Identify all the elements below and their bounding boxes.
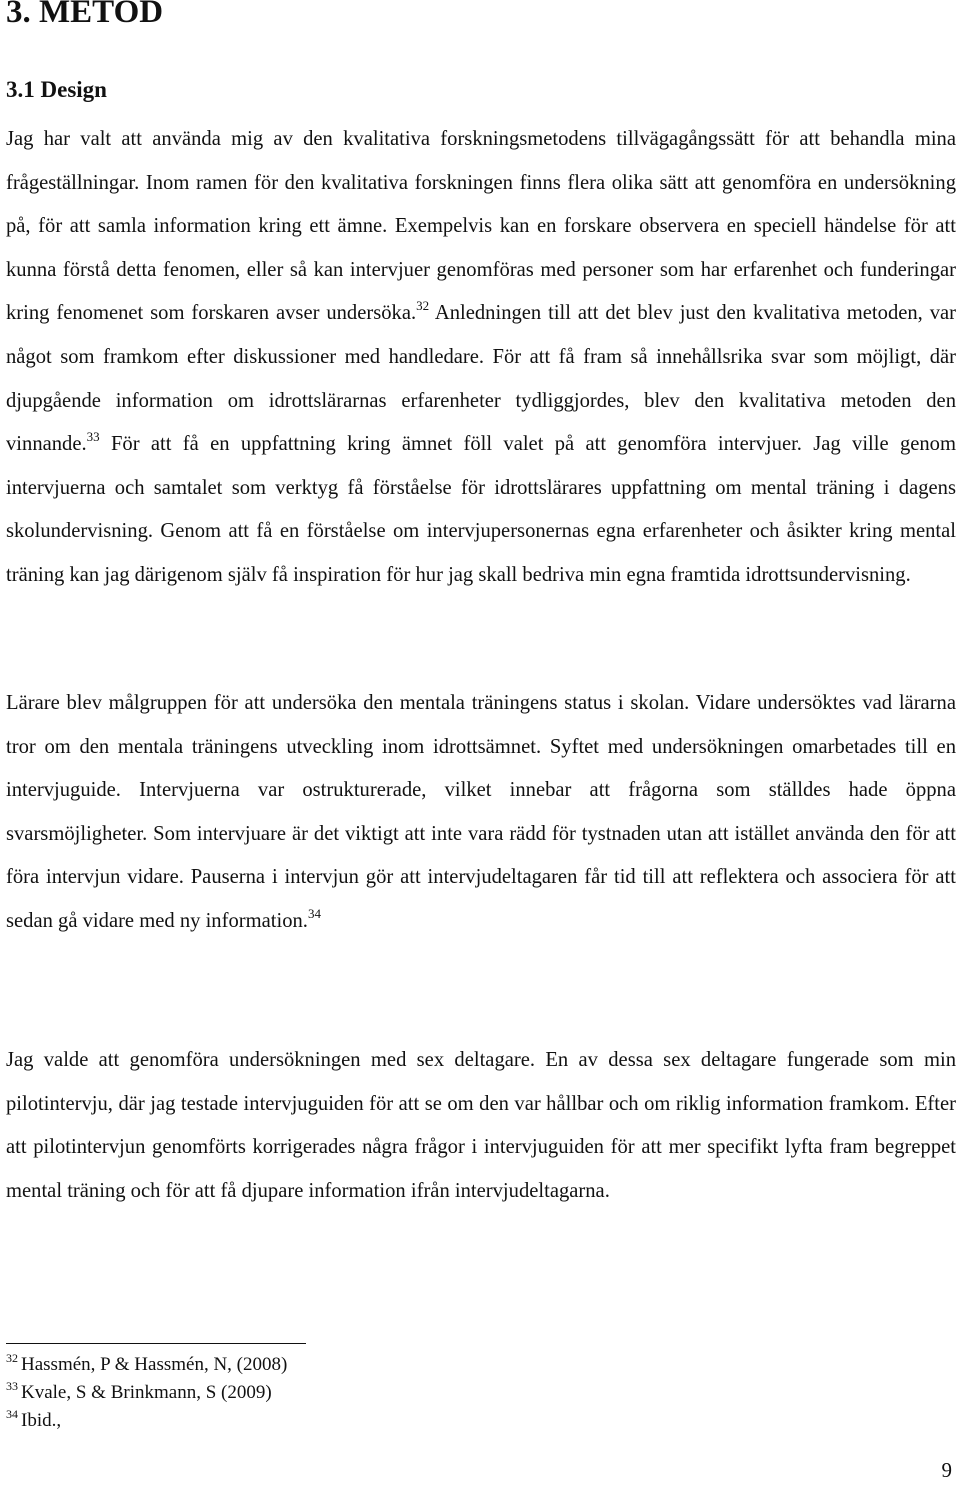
footnote-item bbox=[6, 1407, 287, 1435]
footnote-reference: 34 bbox=[307, 905, 321, 921]
footnote-list bbox=[6, 1351, 287, 1435]
footnote-number: 33 bbox=[6, 1379, 18, 1393]
footnote-item bbox=[6, 1351, 287, 1379]
paragraph-text: Anledningen till att det blev just den kvalitativa metoden, var något som framkom efter diskussioner med handledare. För att få fram så innehållsrika svar som möjligt, där djupgående information om idrottslärarnas erfarenheter tydliggjordes, blev den kvalitativa metoden den vinnande. bbox=[6, 302, 956, 456]
paragraph-text: Lärare blev målgruppen för att undersöka den mentala träningens status i skolan. Vidare undersöktes vad lärarna tror om den mentala träningens utveckling inom idrottsämnet. Syftet med undersökningen omarbetades till en intervjuguide. Intervjuerna var ostrukturerade, vilket innebar att frågorna som ställdes hade öppna svarsmöjligheter. Som intervjuare är det viktigt att inte vara rädd för tystnaden utan att istället använda den för att föra intervjun vidare. Pauserna i intervjun gör att intervjudeltagaren får tid till att reflektera och associera för att sedan gå vidare med ny information. bbox=[6, 692, 956, 932]
footnote-text: Kvale, S & Brinkmann, S (2009) bbox=[21, 1382, 272, 1403]
page-number: 9 bbox=[941, 1458, 952, 1482]
footnote-item bbox=[6, 1379, 287, 1407]
paragraph-1 bbox=[6, 118, 956, 598]
paragraph-text: För att få en uppfattning kring ämnet föll valet på att genomföra intervjuer. Jag ville genom intervjuerna och samtalet som verktyg få förståelse för idrottslärares uppfattning om mental träning i dagens skolundervisning. Genom att få en förståelse om intervjupersonernas egna erfarenheter och åsikter kring mental träning kan jag därigenom själv få inspiration för hur jag skall bedriva min egna framtida idrottsundervisning. bbox=[6, 433, 956, 586]
footnote-separator bbox=[6, 1343, 306, 1344]
footnote-text: Hassmén, P & Hassmén, N, (2008) bbox=[21, 1354, 288, 1375]
paragraph-3 bbox=[6, 1039, 956, 1213]
chapter-title: 3. METOD bbox=[6, 0, 164, 30]
paragraph-text: Jag valde att genomföra undersökningen med sex deltagare. En av dessa sex deltagare fungerade som min pilotintervju, där jag testade intervjuguiden för att se om den var hållbar och om riklig information framkom. Efter att pilotintervjun genomförts korrigerades några frågor i intervjuguiden för att mer specifikt lyfta fram begreppet mental träning och för att få djupare information ifrån intervjudeltagarna. bbox=[6, 1049, 956, 1202]
paragraph-text: Jag har valt att använda mig av den kvalitativa forskningsmetodens tillvägagångssätt för att behandla mina frågeställningar. Inom ramen för den kvalitativa forskningen finns flera olika sätt att genomföra en undersökning på, för att samla information kring ett ämne. Exempelvis kan en forskare observera en speciell händelse för att kunna förstå detta fenomen, eller så kan intervjuer genomföras med personer som har erfarenhet och funderingar kring fenomenet som forskaren avser undersöka. bbox=[6, 128, 956, 325]
footnote-number: 34 bbox=[6, 1407, 18, 1421]
footnote-text: Ibid., bbox=[21, 1410, 62, 1431]
footnote-reference: 32 bbox=[416, 298, 430, 314]
footnote-number: 32 bbox=[6, 1351, 18, 1365]
section-title: 3.1 Design bbox=[6, 77, 107, 102]
footnote-reference: 33 bbox=[86, 429, 100, 445]
paragraph-2 bbox=[6, 682, 956, 944]
